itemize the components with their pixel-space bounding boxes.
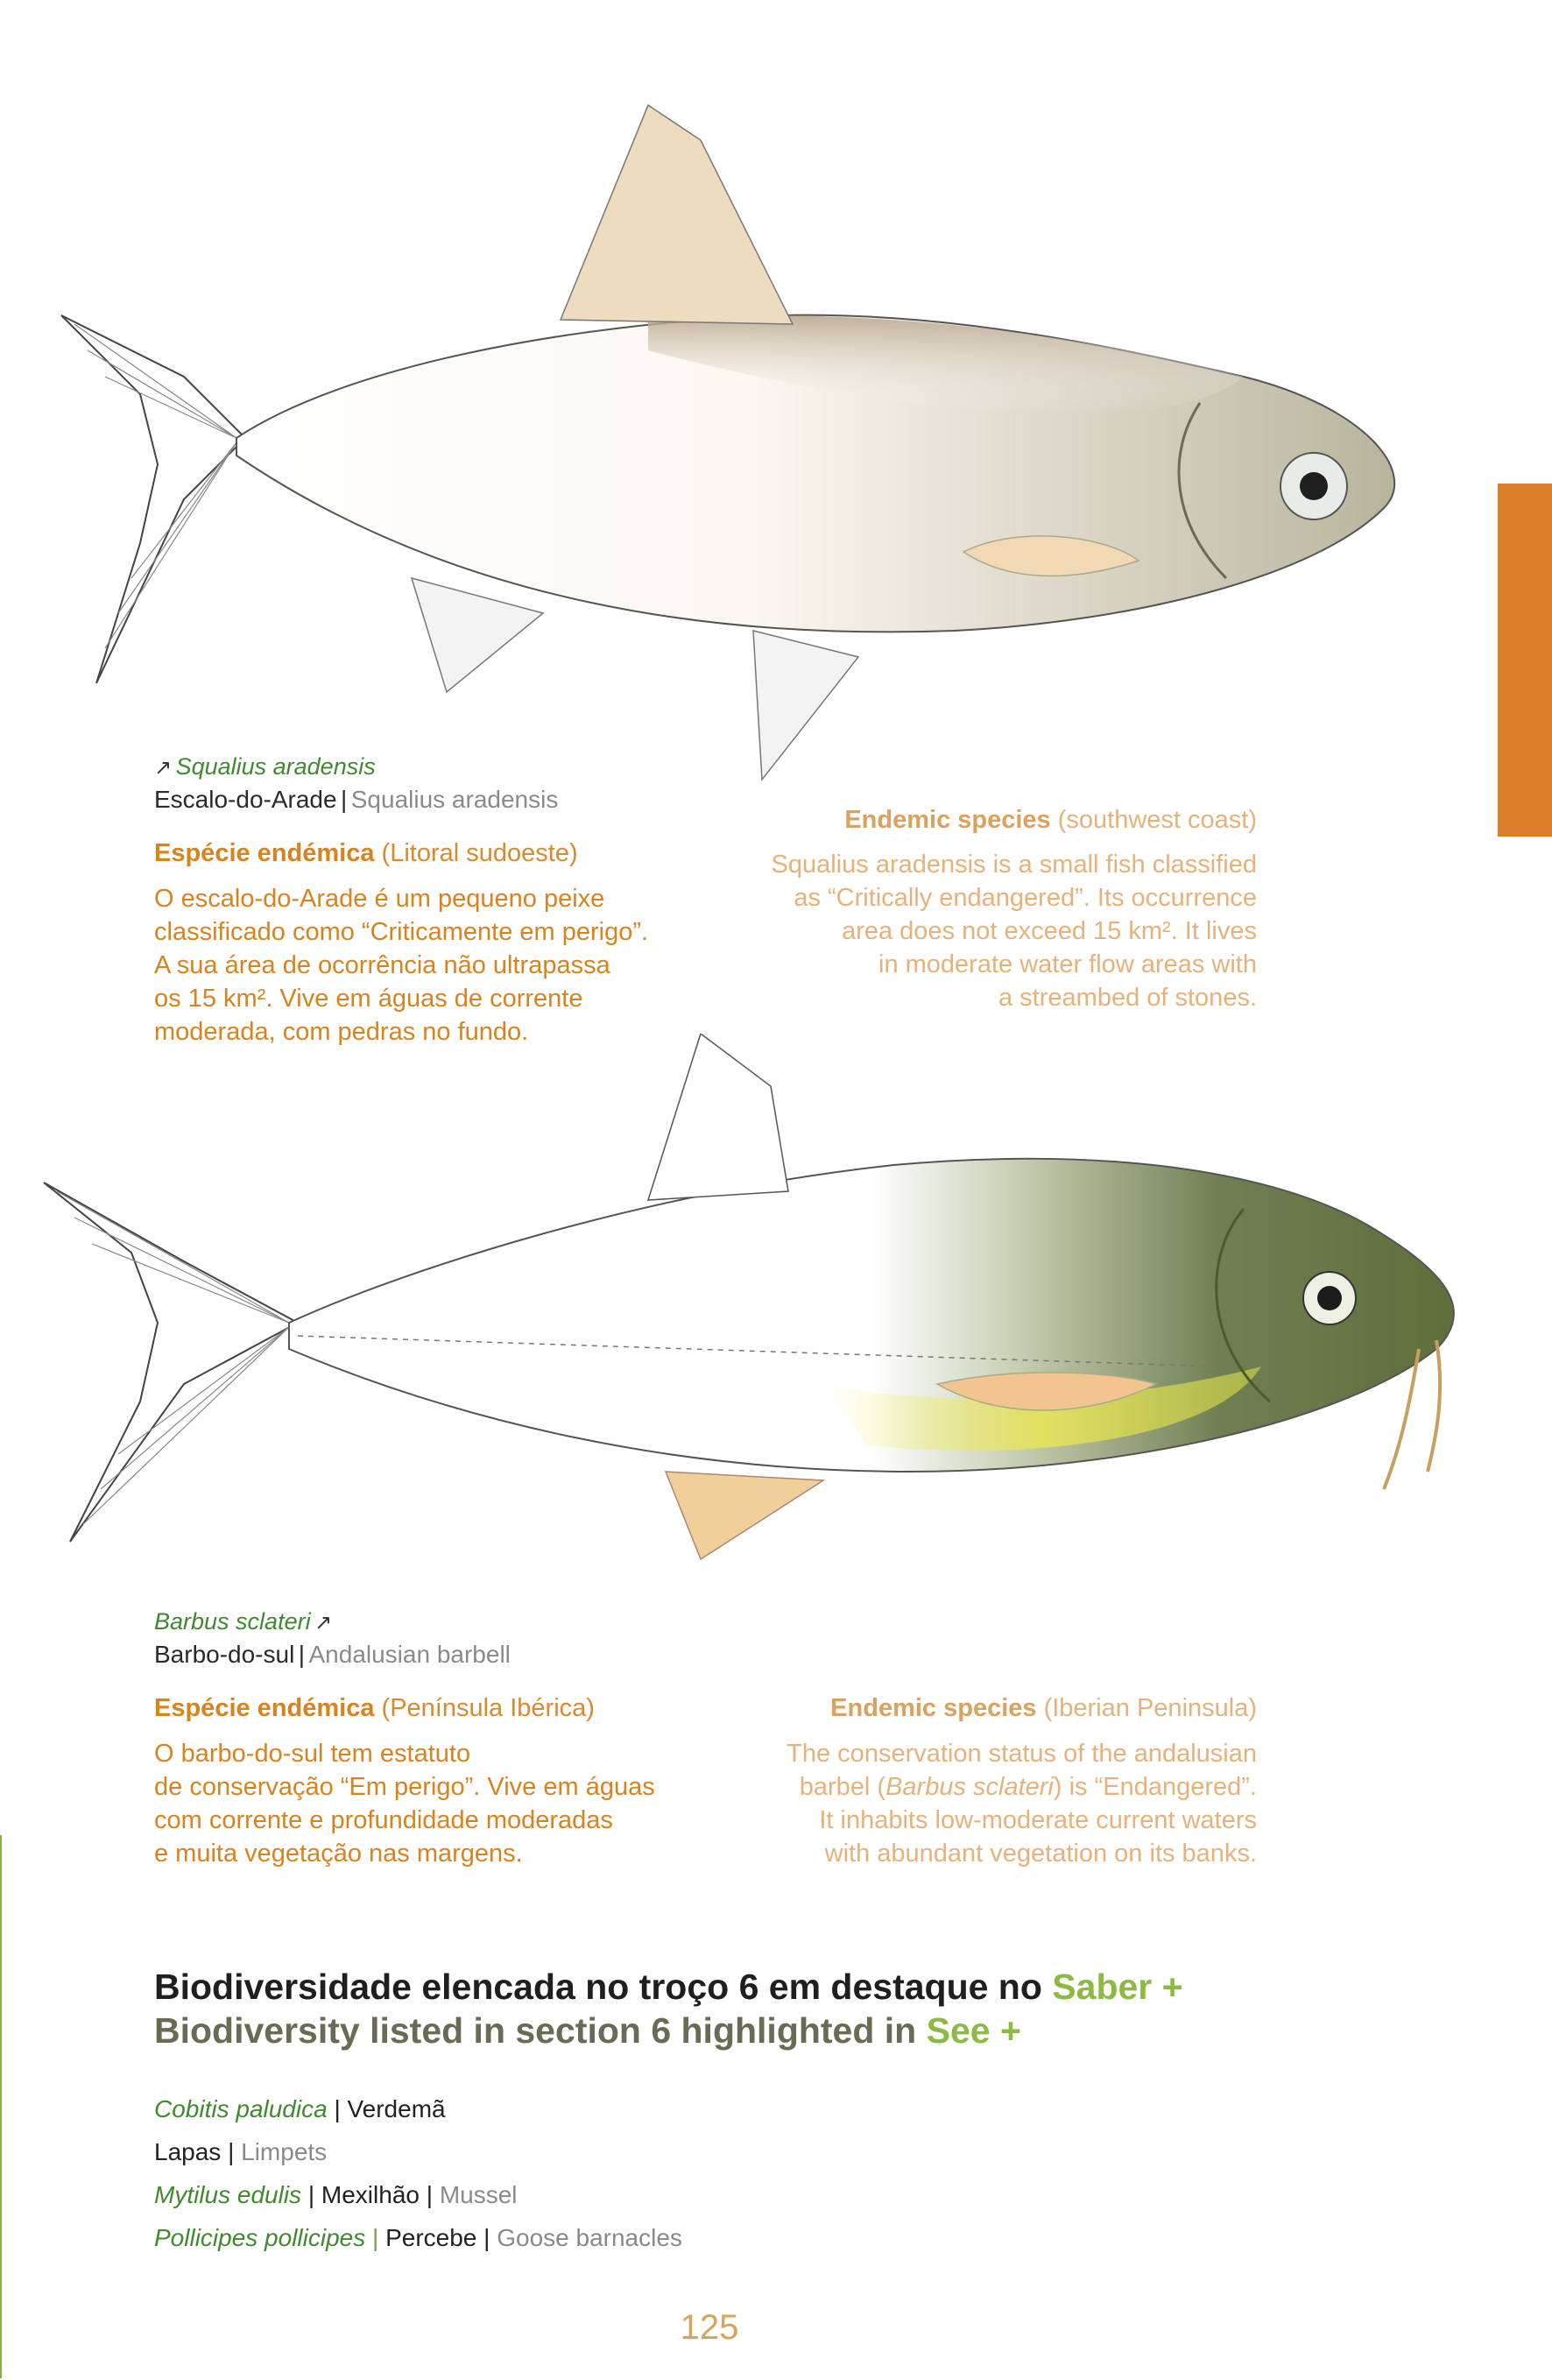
species-2-scientific-name: Barbus sclateri [154, 1608, 311, 1635]
text-line: a streambed of stones. [998, 984, 1257, 1012]
species-1-pt-text [154, 882, 715, 1049]
text-line: com corrente e profundidade moderadas [154, 1806, 613, 1834]
species-1-common-en: Squalius aradensis [350, 786, 559, 813]
species-2-common-en: Andalusian barbell [308, 1641, 511, 1668]
link-arrow-icon: ↗ [314, 1611, 333, 1635]
text-line: moderada, com pedras no fundo. [154, 1018, 529, 1046]
species-1-en-heading-label: Endemic species [844, 806, 1051, 834]
list-item-pt: Verdemã [347, 2095, 446, 2122]
species-2-pt-heading-region: (Península Ibérica) [381, 1694, 595, 1722]
species-2-en-text [718, 1737, 1257, 1870]
text-line: e muita vegetação nas margens. [154, 1840, 523, 1868]
list-item-en: Mussel [439, 2181, 518, 2208]
list-item-pt: Mexilhão [321, 2181, 420, 2208]
text-fragment: barbel ( [799, 1773, 886, 1801]
text-line: The conservation status of the andalusian [787, 1740, 1257, 1768]
text-line: It inhabits low-moderate current waters [819, 1806, 1257, 1834]
fish-illustration-squalius [35, 88, 1436, 806]
separator: | [483, 2224, 490, 2251]
list-item-pt: Lapas [154, 2138, 222, 2165]
species-1-scientific-line [154, 753, 376, 780]
text-line: A sua área de ocorrência não ultrapassa [154, 951, 610, 979]
inline-scientific-name: Barbus sclateri [885, 1773, 1054, 1801]
section-title-pt-text: Biodiversidade elencada no troço 6 em destaque no [154, 1967, 1042, 2007]
species-1-common-pt: Escalo-do-Arade [154, 786, 337, 813]
list-item-pt: Percebe [385, 2224, 477, 2251]
species-1-names [154, 786, 558, 814]
separator: | [334, 2095, 341, 2122]
species-2-names [154, 1641, 511, 1669]
list-item-en: Limpets [241, 2138, 328, 2165]
species-2-en-heading-label: Endemic species [830, 1694, 1037, 1722]
species-2-en-heading [718, 1694, 1257, 1723]
list-item-scientific: Mytilus edulis [154, 2181, 302, 2208]
text-line: as “Critically endangered”. Its occurrence [794, 884, 1257, 912]
species-1-en-heading-region: (southwest coast) [1057, 806, 1257, 834]
separator: | [298, 1641, 306, 1668]
list-item-en: Goose barnacles [497, 2224, 682, 2251]
species-2-pt-heading [154, 1694, 595, 1723]
species-2-en-heading-region: (Iberian Peninsula) [1043, 1694, 1257, 1722]
fish-illustration-barbus [35, 1034, 1489, 1577]
list-item-scientific: Cobitis paludica [154, 2095, 328, 2122]
species-1-scientific-name: Squalius aradensis [175, 753, 376, 780]
text-line [718, 1770, 1257, 1804]
text-fragment: ) is “Endangered”. [1053, 1773, 1257, 1801]
section-title-en [154, 2010, 1021, 2052]
species-1-pt-heading-region: (Litoral sudoeste) [381, 839, 578, 867]
separator: | [426, 2181, 434, 2208]
list-item [154, 2181, 518, 2209]
species-1-en-heading [718, 806, 1257, 835]
text-line: O escalo-do-Arade é um pequeno peixe [154, 885, 605, 913]
species-1-en-text [718, 848, 1257, 1014]
section-title-pt [154, 1967, 1183, 2008]
text-line: O barbo-do-sul tem estatuto [154, 1740, 471, 1768]
separator: | [341, 786, 348, 813]
section-title-pt-highlight: Saber + [1052, 1967, 1183, 2007]
section-title-en-text: Biodiversity listed in section 6 highlighted in [154, 2010, 917, 2051]
text-line: Squalius aradensis is a small fish classified [771, 851, 1257, 879]
separator: | [228, 2138, 235, 2165]
species-2-common-pt: Barbo-do-sul [154, 1641, 295, 1668]
list-item [154, 2138, 327, 2166]
section-title-en-highlight: See + [926, 2010, 1021, 2051]
list-item-scientific: Pollicipes pollicipes [154, 2224, 366, 2251]
list-item [154, 2095, 446, 2123]
text-line: os 15 km². Vive em águas de corrente [154, 985, 583, 1013]
text-line: in moderate water flow areas with [878, 950, 1257, 978]
species-2-pt-heading-label: Espécie endémica [154, 1694, 375, 1722]
text-line: with abundant vegetation on its banks. [824, 1840, 1257, 1868]
link-arrow-icon: ↗ [154, 756, 173, 780]
separator: | [372, 2224, 379, 2251]
text-line: classificado como “Criticamente em perigo”. [154, 918, 649, 946]
species-2-pt-text [154, 1737, 715, 1870]
text-line: de conservação “Em perigo”. Vive em águas [154, 1773, 655, 1801]
species-1-pt-heading-label: Espécie endémica [154, 839, 375, 867]
page-number: 125 [680, 2308, 739, 2347]
species-1-pt-heading [154, 839, 578, 868]
separator: | [307, 2181, 315, 2208]
species-2-scientific-line [154, 1608, 332, 1635]
list-item [154, 2224, 682, 2252]
text-line: area does not exceed 15 km². It lives [842, 917, 1257, 945]
chapter-side-tab [1498, 484, 1552, 837]
left-margin-rule [0, 1835, 2, 2378]
